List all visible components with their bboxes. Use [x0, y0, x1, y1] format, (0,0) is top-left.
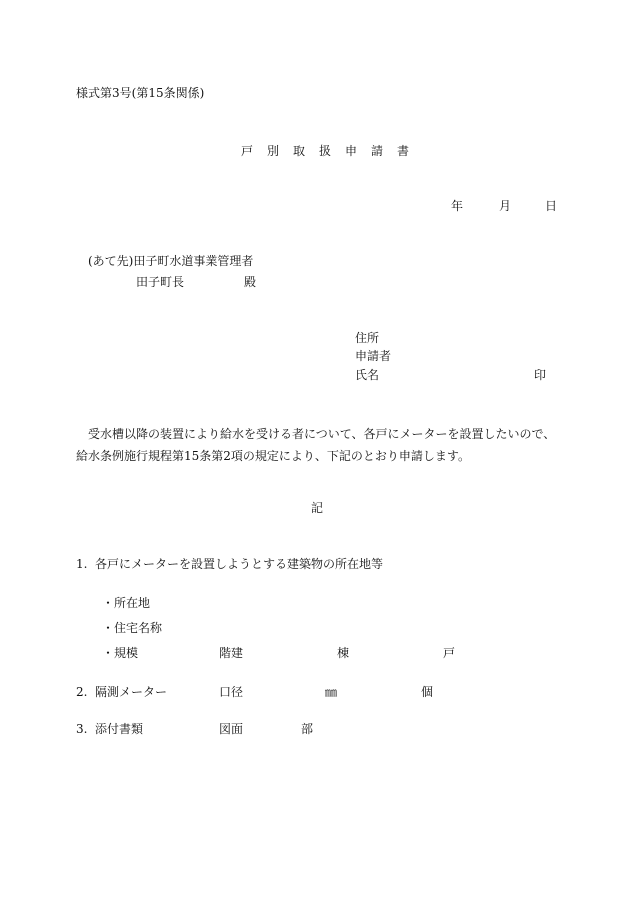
addressee-line1: (あて先)田子町水道事業管理者 — [88, 254, 254, 268]
item3-drawing-label: 図面 — [219, 722, 244, 736]
item2-diameter-label: 口径 — [219, 685, 244, 699]
applicant-name-label: 氏名 — [355, 368, 380, 382]
applicant-label: 申請者 — [355, 349, 392, 363]
document-title: 戸別取扱申請書 — [241, 144, 424, 158]
body-text-line1: 受水槽以降の装置により給水を受ける者について、各戸にメーターを設置したいので、 — [88, 427, 556, 441]
item2-count-unit: 個 — [421, 685, 434, 699]
item1-scale-label: ・規模 — [102, 646, 139, 660]
date-month-label: 月 — [499, 199, 512, 213]
body-text-line2: 給水条例施行規程第15条第2項の規定により、下記のとおり申請します。 — [76, 449, 470, 463]
item3-copies-unit: 部 — [301, 722, 314, 736]
item2-mm-unit: ㎜ — [325, 685, 338, 699]
item2-label: 隔測メーター — [95, 685, 168, 699]
item1-residence-name-label: ・住宅名称 — [102, 621, 163, 635]
item3-number: 3. — [76, 722, 88, 736]
item2-number: 2. — [76, 685, 88, 699]
body-paragraph — [76, 423, 556, 467]
item1-floors-unit: 階建 — [219, 646, 244, 660]
item1-units-unit: 戸 — [443, 646, 456, 660]
applicant-address-label: 住所 — [355, 331, 380, 345]
ki-heading: 記 — [311, 501, 324, 515]
item1-number: 1. — [76, 557, 88, 571]
item3-label: 添付書類 — [95, 722, 144, 736]
addressee-honorific: 殿 — [244, 275, 257, 289]
item1-location-label: ・所在地 — [102, 596, 151, 610]
addressee-line2: 田子町長 — [136, 275, 185, 289]
item1-buildings-unit: 棟 — [337, 646, 350, 660]
date-day-label: 日 — [545, 199, 558, 213]
applicant-seal-label: 印 — [534, 368, 547, 382]
form-number: 様式第3号(第15条関係) — [76, 86, 205, 100]
date-year-label: 年 — [451, 199, 464, 213]
item1-label: 各戸にメーターを設置しようとする建築物の所在地等 — [95, 557, 384, 571]
